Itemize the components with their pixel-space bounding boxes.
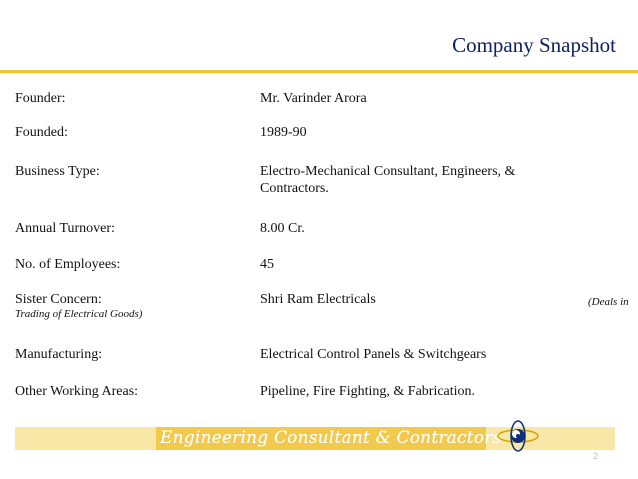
founded-label: Founded:	[15, 125, 68, 140]
manufacturing-label: Manufacturing:	[15, 347, 103, 362]
business-type-value: Electro-Mechanical Consultant, Engineers, &	[260, 164, 516, 179]
sister-concern-note: (Deals in	[588, 296, 629, 308]
sister-concern-label: Sister Concern:	[15, 292, 102, 307]
business-type-value-line2: Contractors.	[260, 181, 329, 196]
other-working-areas-label: Other Working Areas:	[15, 384, 139, 399]
annual-turnover-label: Annual Turnover:	[15, 221, 115, 236]
title-rule	[0, 70, 638, 73]
sister-concern-value: Shri Ram Electricals	[260, 292, 376, 307]
manufacturing-value: Electrical Control Panels & Switchgears	[260, 347, 487, 362]
page-title: Company Snapshot	[452, 33, 616, 57]
employees-value: 45	[260, 257, 274, 272]
employees-label: No. of Employees:	[15, 257, 121, 272]
founder-value: Mr. Varinder Arora	[260, 91, 367, 106]
other-working-areas-value: Pipeline, Fire Fighting, & Fabrication.	[260, 384, 476, 399]
founded-value: 1989-90	[260, 125, 307, 140]
footer-right-band	[545, 427, 593, 450]
sister-concern-subnote: Trading of Electrical Goods)	[15, 308, 143, 320]
page-number: 2	[592, 451, 598, 461]
business-type-label: Business Type:	[15, 164, 100, 179]
orbit-logo-icon	[492, 416, 544, 456]
founder-label: Founder:	[15, 91, 66, 106]
footer-tagline: Engineering Consultant & Contractors	[160, 428, 502, 448]
annual-turnover-value: 8.00 Cr.	[260, 221, 305, 236]
